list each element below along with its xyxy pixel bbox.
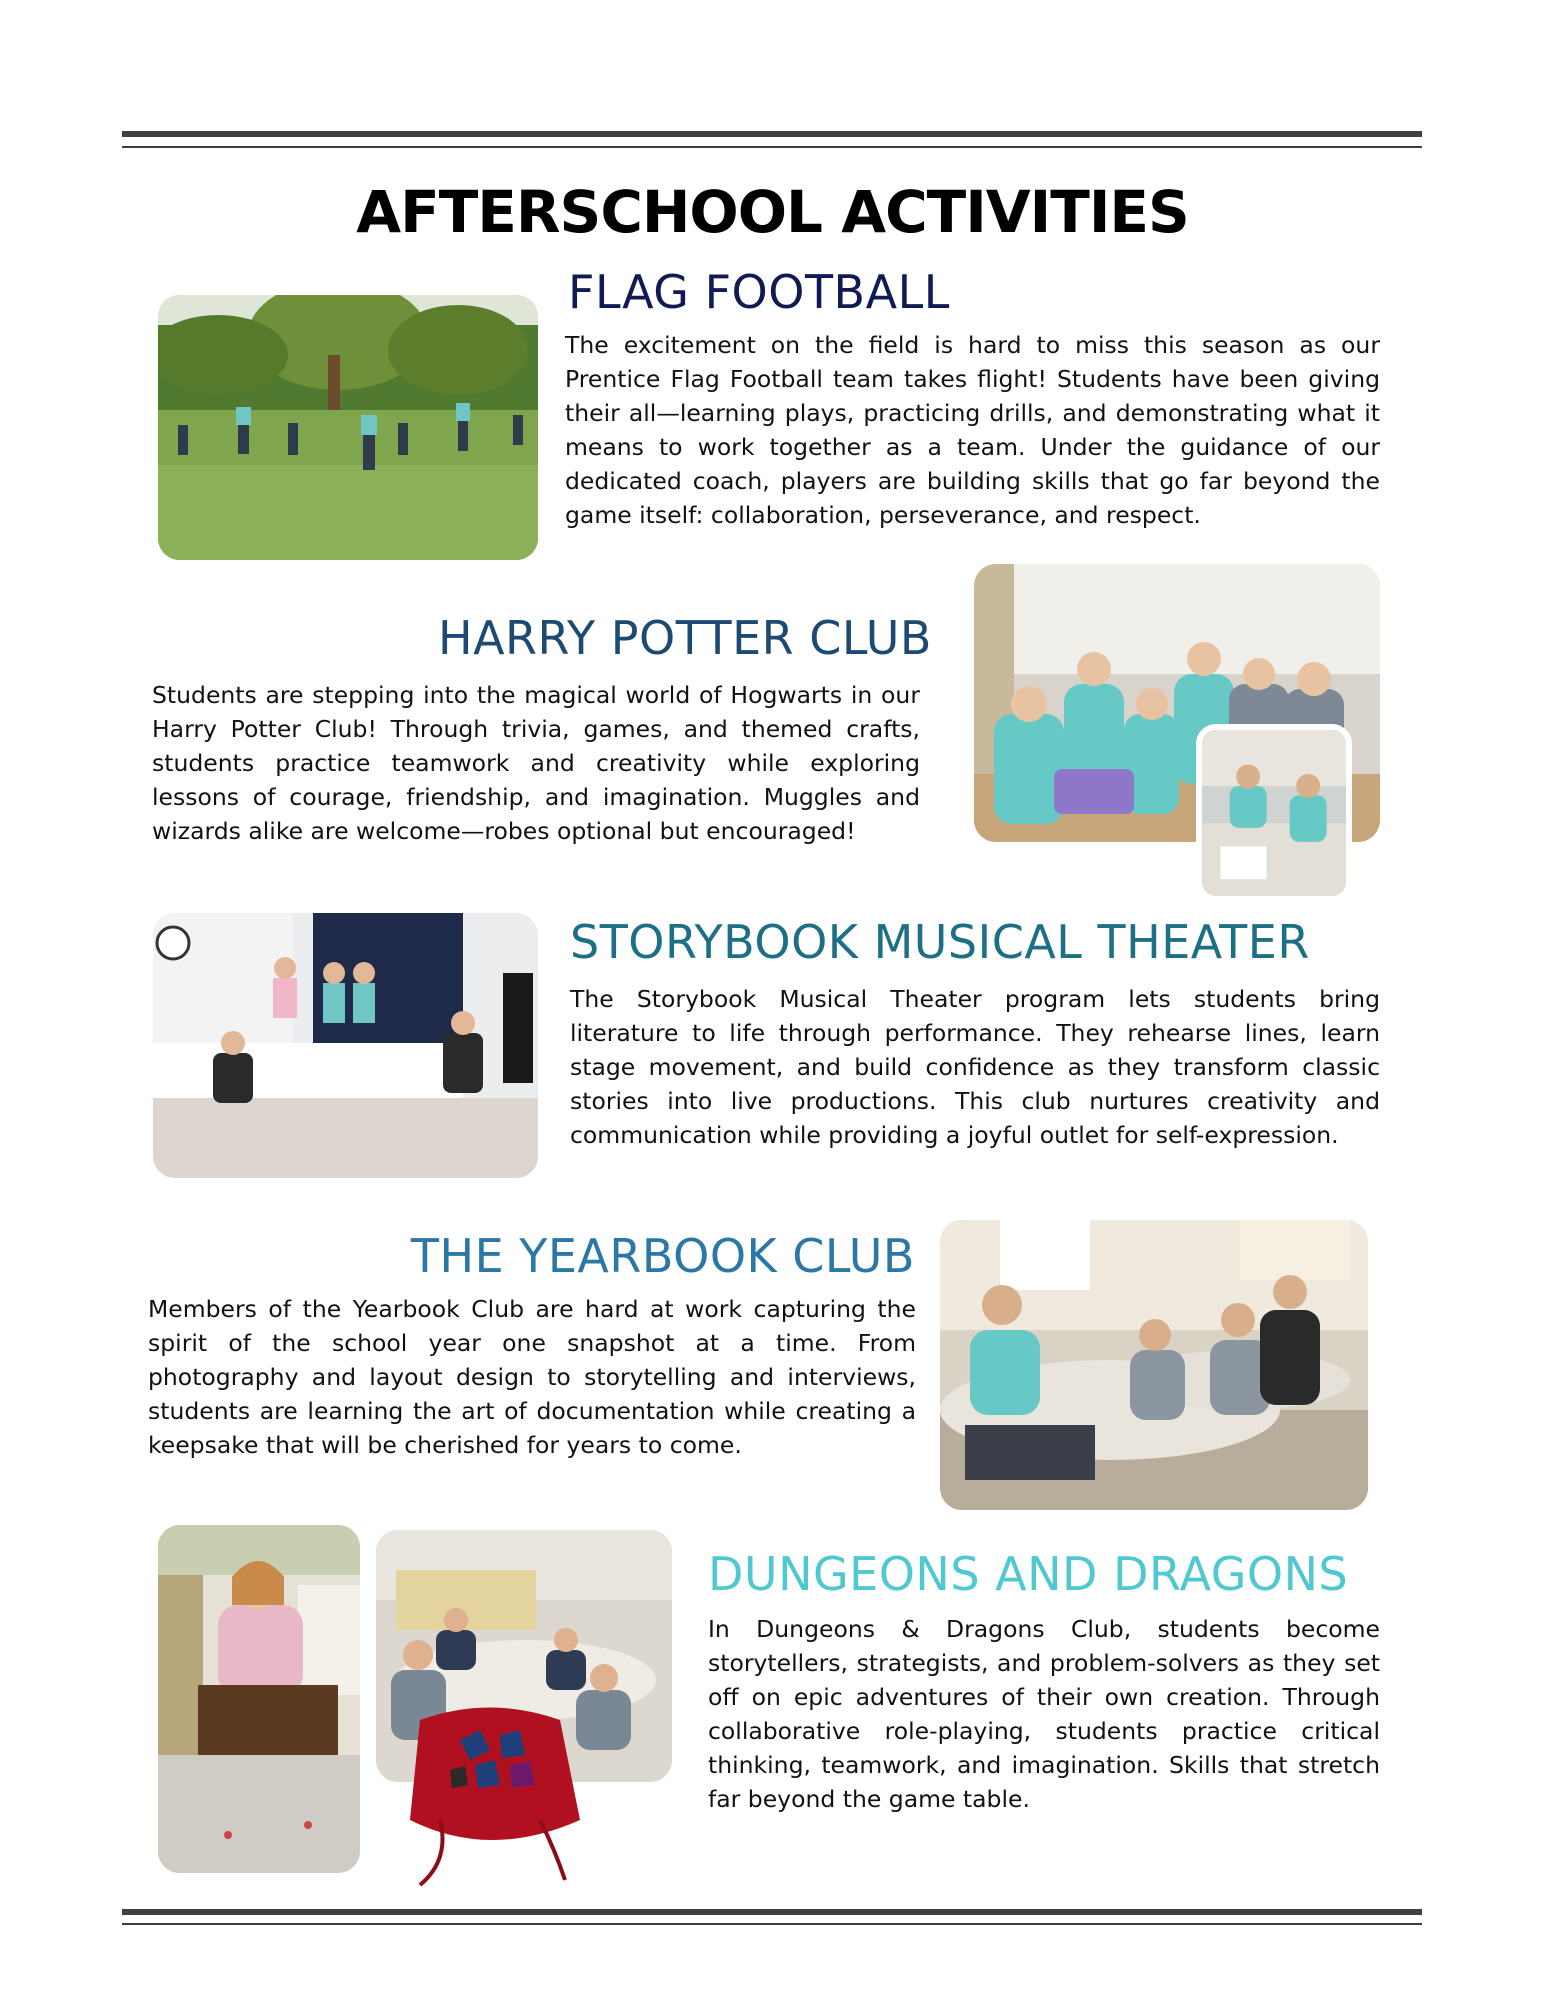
bottom-rule-thin [122,1923,1422,1925]
theater-photo [153,913,538,1178]
flag-football-photo [158,295,538,560]
top-rule-thin [122,146,1422,148]
harry-potter-photo-inset [1196,724,1352,902]
flag-football-body: The excitement on the field is hard to miss this season as our Prentice Flag Football team takes flight! Students have been giving their all—learning plays, practicing drills, and demonstrating what it means to work together as a team. Under the guidance of our dedicated coach, players are building skills that go far beyond the game itself: collaboration, perseverance, and respect. [565,331,1380,529]
yearbook-body: Members of the Yearbook Club are hard at work capturing the spirit of the school year one snapshot at a time. From photography and layout design to storytelling and interviews, students are learning the art of documentation while creating a keepsake that will be cherished for years to come. [148,1295,916,1459]
harry-potter-body: Students are stepping into the magical world of Hogwarts in our Harry Potter Club! Through trivia, games, and themed crafts, students practice teamwork and creativity while exploring lessons of courage, friendship, and imagination. Muggles and wizards alike are welcome—robes optional but encouraged! [152,681,920,845]
dice-bag-image [390,1700,590,1890]
bottom-rule-thick [122,1909,1422,1915]
dnd-body: In Dungeons & Dragons Club, students become storytellers, strategists, and problem-solvers as they set off on epic adventures of their own creation. Through collaborative role-playing, students practice critical thinking, teamwork, and imagination. Skills that stretch far beyond the game table. [708,1615,1380,1813]
theater-body: The Storybook Musical Theater program lets students bring literature to life through performance. They rehearse lines, learn stage movement, and build confidence as they transform classic stories into live productions. This club nurtures creativity and communication while providing a joyful outlet for self-expression. [570,985,1380,1149]
page-title: AFTERSCHOOL ACTIVITIES [356,178,1189,246]
dnd-heading: DUNGEONS AND DRAGONS [708,1547,1349,1601]
flag-football-heading: FLAG FOOTBALL [568,265,950,319]
top-rule-thick [122,131,1422,137]
yearbook-heading: THE YEARBOOK CLUB [410,1229,915,1283]
yearbook-photo [940,1220,1368,1510]
theater-heading: STORYBOOK MUSICAL THEATER [570,915,1310,969]
harry-potter-heading: HARRY POTTER CLUB [438,611,932,665]
dnd-photo-teacher [158,1525,360,1873]
